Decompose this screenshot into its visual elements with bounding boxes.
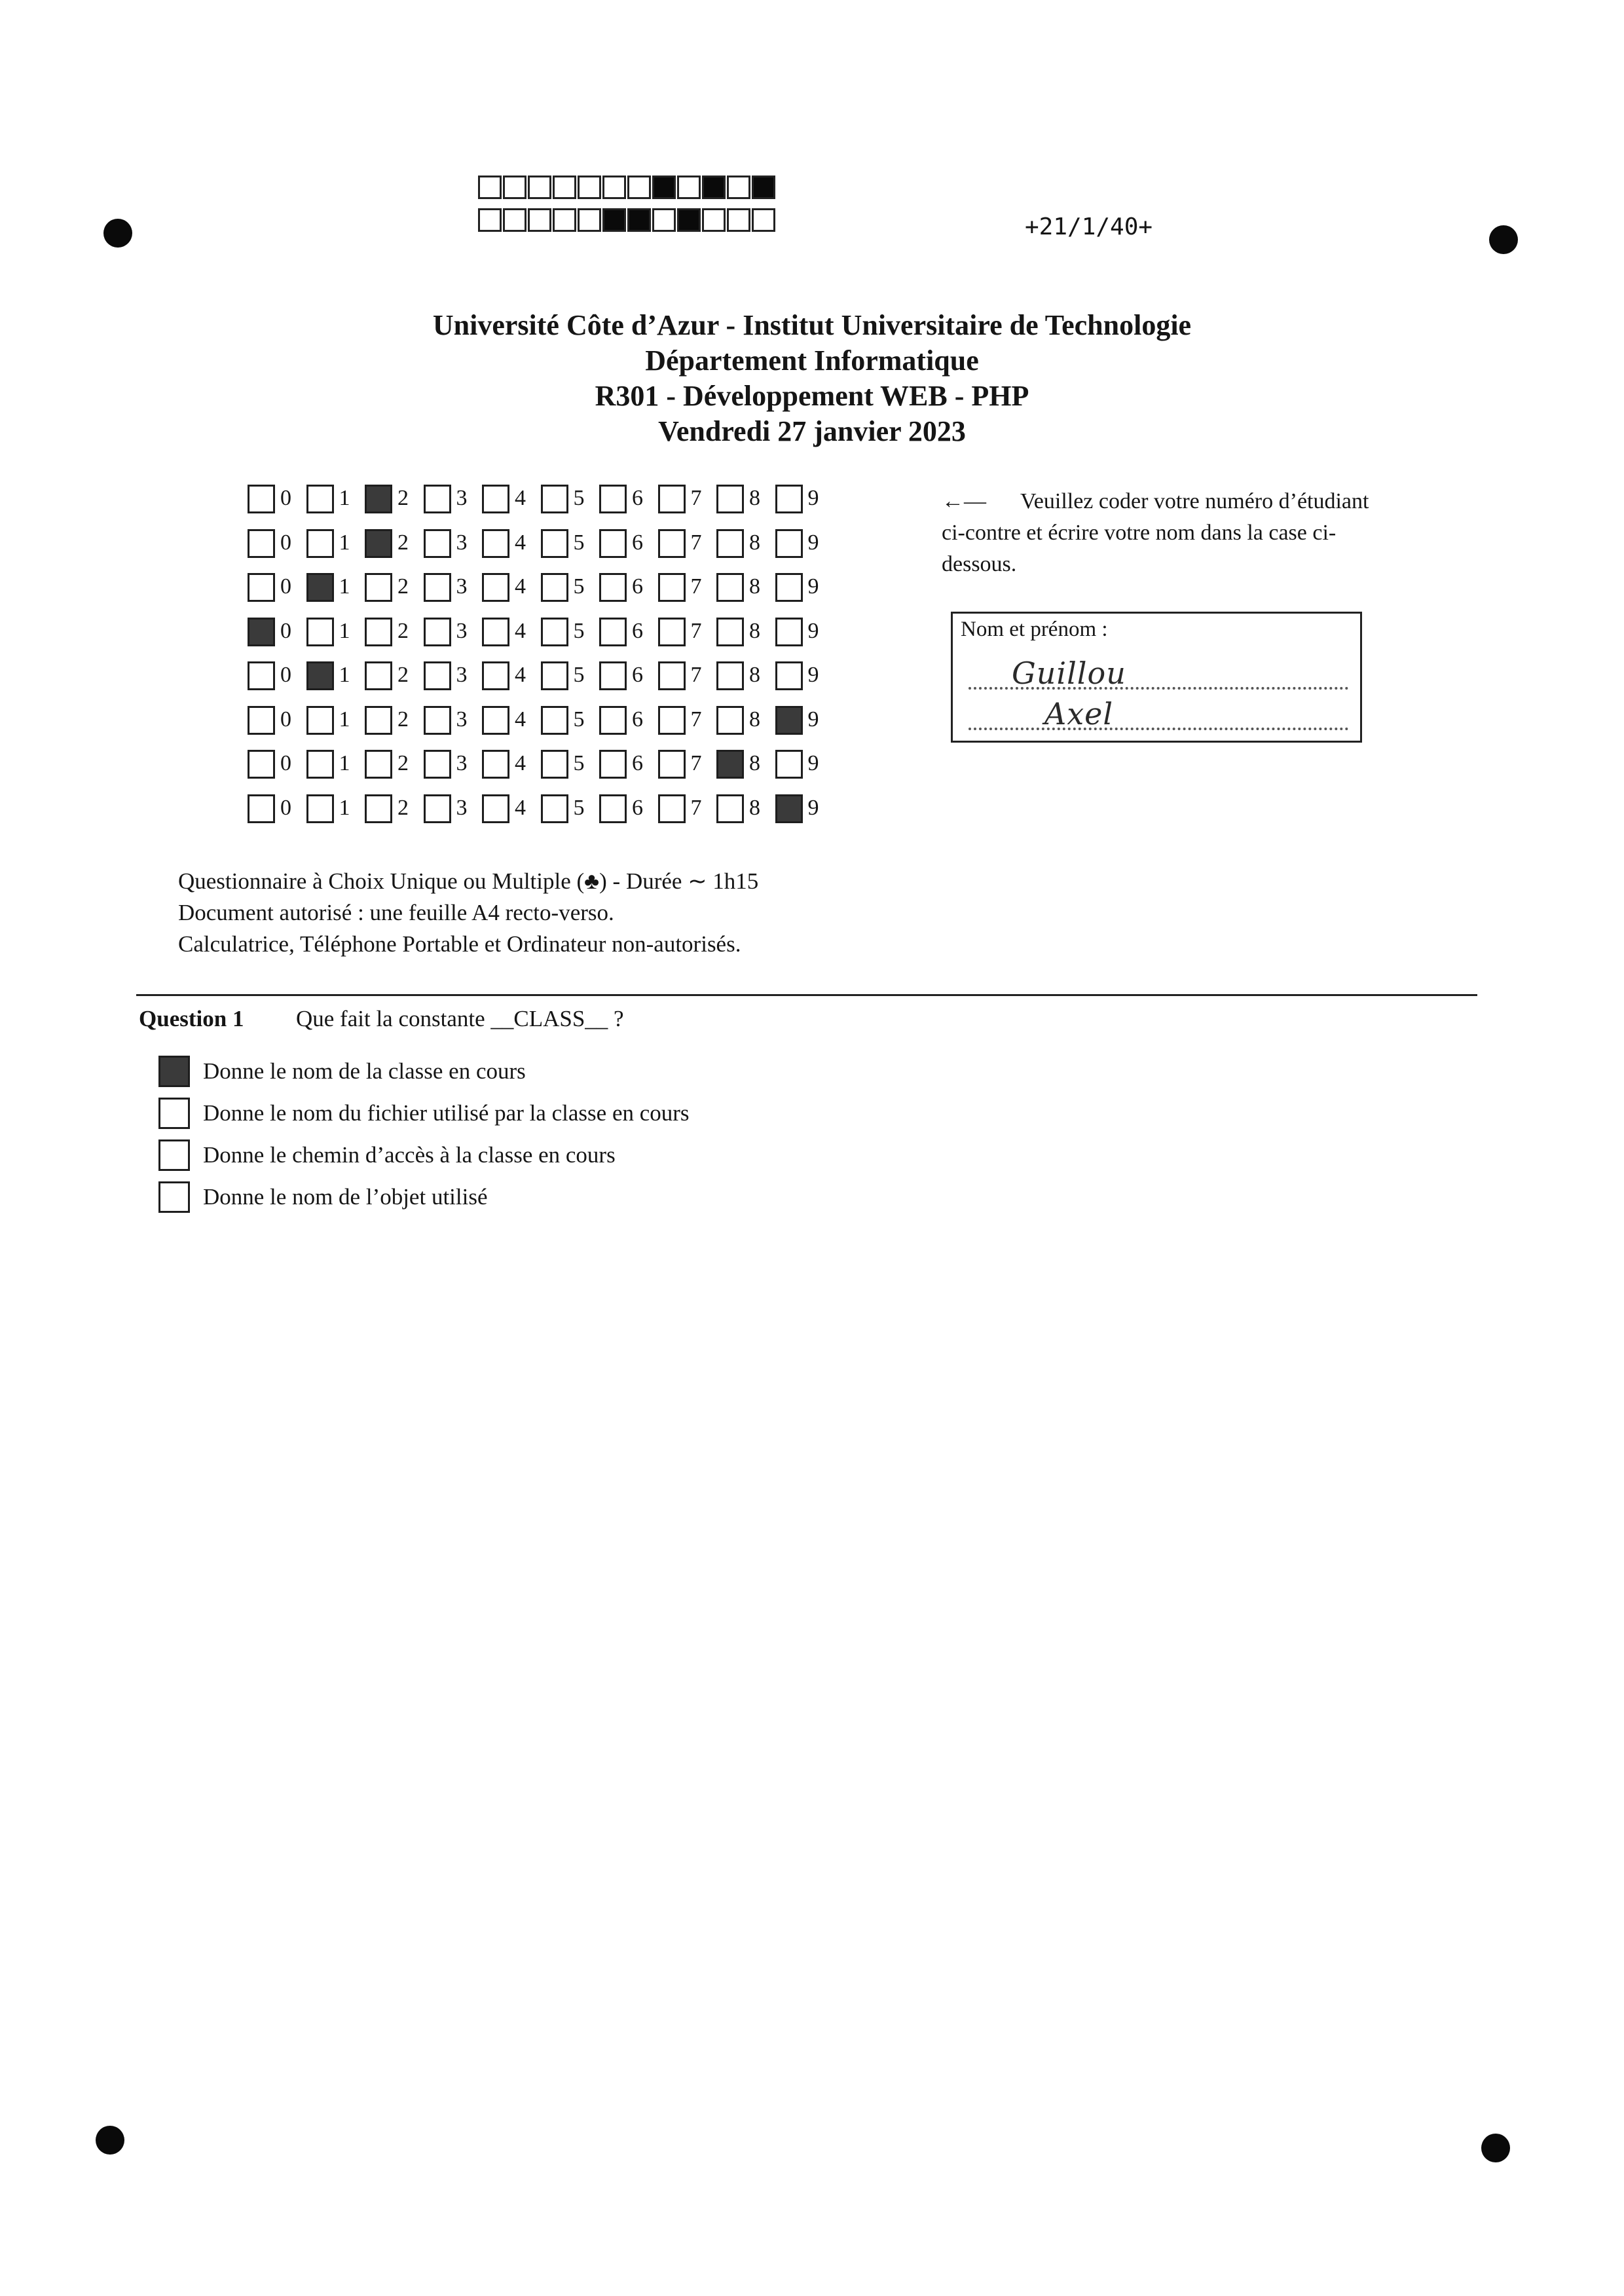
student-id-digit: 6 bbox=[632, 574, 643, 599]
handwritten-first-name: Axel bbox=[1044, 696, 1114, 731]
student-id-digit: 2 bbox=[397, 618, 409, 643]
student-id-bubble[interactable] bbox=[716, 749, 775, 781]
student-id-digit: 2 bbox=[397, 574, 409, 599]
question-number: Question 1 bbox=[139, 1006, 244, 1031]
student-id-bubble[interactable] bbox=[658, 793, 717, 826]
student-id-bubble[interactable] bbox=[248, 528, 306, 561]
student-id-bubble[interactable] bbox=[306, 705, 365, 737]
student-id-digit: 4 bbox=[515, 486, 526, 510]
header-university: Université Côte d’Azur - Institut Universitaire de Technologie bbox=[432, 309, 1192, 341]
student-id-bubble[interactable] bbox=[482, 660, 541, 693]
student-id-digit: 2 bbox=[397, 707, 409, 731]
answer-checkbox-3[interactable] bbox=[158, 1139, 190, 1171]
student-id-checkbox[interactable] bbox=[424, 794, 451, 823]
student-id-bubble[interactable] bbox=[658, 616, 717, 649]
student-id-digit: 9 bbox=[807, 663, 819, 687]
student-id-bubble[interactable] bbox=[775, 616, 834, 649]
student-id-digit: 3 bbox=[456, 618, 468, 643]
barcode-cell bbox=[677, 208, 701, 232]
student-id-checkbox[interactable] bbox=[658, 794, 686, 823]
student-id-digit: 7 bbox=[690, 618, 702, 643]
exam-info-devices: Calculatrice, Téléphone Portable et Ordinateur non-autorisés. bbox=[178, 931, 741, 957]
student-id-checkbox[interactable] bbox=[541, 573, 568, 602]
student-id-bubble[interactable] bbox=[482, 749, 541, 781]
student-id-checkbox[interactable] bbox=[716, 529, 744, 558]
student-id-bubble[interactable] bbox=[482, 616, 541, 649]
name-box-label: Nom et prénom : bbox=[961, 618, 1108, 641]
student-id-checkbox[interactable] bbox=[365, 661, 392, 690]
barcode-cell bbox=[553, 176, 576, 199]
student-id-bubble[interactable] bbox=[424, 572, 483, 604]
student-id-digit: 6 bbox=[632, 751, 643, 775]
student-id-digit: 1 bbox=[339, 486, 350, 510]
student-id-checkbox[interactable] bbox=[599, 750, 627, 779]
question-text: Que fait la constante __CLASS__ ? bbox=[296, 1006, 624, 1031]
student-id-bubble[interactable] bbox=[482, 572, 541, 604]
student-id-checkbox[interactable] bbox=[775, 529, 803, 558]
student-id-digit: 8 bbox=[749, 530, 760, 555]
student-id-bubble[interactable] bbox=[365, 528, 424, 561]
answer-text-2: Donne le nom du fichier utilisé par la classe en cours bbox=[203, 1100, 690, 1126]
student-id-bubble[interactable] bbox=[716, 528, 775, 561]
student-id-bubble[interactable] bbox=[599, 793, 658, 826]
student-id-digit: 3 bbox=[456, 707, 468, 731]
student-id-bubble[interactable] bbox=[365, 572, 424, 604]
student-id-checkbox[interactable] bbox=[716, 794, 744, 823]
student-id-digit: 8 bbox=[749, 663, 760, 687]
student-id-checkbox[interactable] bbox=[541, 706, 568, 735]
student-id-checkbox[interactable] bbox=[658, 573, 686, 602]
student-id-digit: 5 bbox=[573, 530, 585, 555]
exam-info-format: Questionnaire à Choix Unique ou Multiple (♣) - Durée ∼ 1h15 bbox=[178, 868, 759, 894]
student-id-bubble[interactable] bbox=[716, 483, 775, 516]
student-id-checkbox[interactable] bbox=[716, 750, 744, 779]
barcode-cell bbox=[727, 176, 750, 199]
answer-checkbox-4[interactable] bbox=[158, 1181, 190, 1213]
exam-info bbox=[178, 866, 758, 960]
student-id-checkbox[interactable] bbox=[482, 706, 509, 735]
student-id-bubble[interactable] bbox=[541, 528, 600, 561]
student-id-checkbox[interactable] bbox=[248, 529, 275, 558]
barcode-cell bbox=[602, 176, 626, 199]
student-id-checkbox[interactable] bbox=[306, 794, 334, 823]
student-id-digit: 1 bbox=[339, 618, 350, 643]
barcode-cell bbox=[752, 208, 775, 232]
student-id-digit: 9 bbox=[807, 618, 819, 643]
student-id-checkbox[interactable] bbox=[248, 485, 275, 513]
student-id-bubble[interactable] bbox=[658, 705, 717, 737]
student-id-bubble[interactable] bbox=[248, 616, 306, 649]
left-arrow-icon: ←— bbox=[942, 489, 986, 513]
handwritten-last-name: Guillou bbox=[1012, 656, 1126, 691]
student-id-checkbox[interactable] bbox=[775, 750, 803, 779]
student-id-bubble[interactable] bbox=[658, 572, 717, 604]
student-id-checkbox[interactable] bbox=[306, 750, 334, 779]
student-id-digit: 2 bbox=[397, 486, 409, 510]
student-id-checkbox[interactable] bbox=[775, 573, 803, 602]
student-id-digit: 2 bbox=[397, 530, 409, 555]
student-id-bubble[interactable] bbox=[306, 572, 365, 604]
student-id-checkbox[interactable] bbox=[716, 661, 744, 690]
student-id-bubble[interactable] bbox=[716, 705, 775, 737]
separator-rule bbox=[136, 994, 1477, 996]
student-id-checkbox[interactable] bbox=[306, 706, 334, 735]
answer-checkbox-1[interactable] bbox=[158, 1056, 190, 1087]
student-id-bubble[interactable] bbox=[365, 705, 424, 737]
student-id-checkbox[interactable] bbox=[658, 750, 686, 779]
registration-mark-bottom-left bbox=[96, 2126, 124, 2155]
student-id-bubble[interactable] bbox=[541, 749, 600, 781]
student-id-checkbox[interactable] bbox=[365, 529, 392, 558]
student-id-digit: 6 bbox=[632, 486, 643, 510]
student-id-digit: 4 bbox=[515, 751, 526, 775]
student-id-digit: 5 bbox=[573, 486, 585, 510]
student-id-checkbox[interactable] bbox=[599, 618, 627, 646]
barcode-cell bbox=[652, 208, 676, 232]
student-id-checkbox[interactable] bbox=[599, 661, 627, 690]
barcode-cell bbox=[652, 176, 676, 199]
student-id-digit: 3 bbox=[456, 530, 468, 555]
student-id-checkbox[interactable] bbox=[482, 794, 509, 823]
id-instructions bbox=[942, 486, 1374, 580]
student-id-checkbox[interactable] bbox=[248, 706, 275, 735]
student-id-bubble[interactable] bbox=[658, 660, 717, 693]
student-id-checkbox[interactable] bbox=[248, 573, 275, 602]
student-id-digit: 4 bbox=[515, 707, 526, 731]
question-1 bbox=[139, 1006, 624, 1032]
student-id-checkbox[interactable] bbox=[658, 661, 686, 690]
student-id-bubble[interactable] bbox=[716, 572, 775, 604]
student-id-bubble[interactable] bbox=[306, 660, 365, 693]
student-id-bubble[interactable] bbox=[424, 660, 483, 693]
student-id-bubble[interactable] bbox=[775, 793, 834, 826]
student-id-digit: 1 bbox=[339, 795, 350, 820]
student-id-digit: 6 bbox=[632, 795, 643, 820]
student-id-checkbox[interactable] bbox=[541, 750, 568, 779]
student-id-digit: 4 bbox=[515, 574, 526, 599]
student-id-bubble[interactable] bbox=[658, 483, 717, 516]
exam-info-documents: Document autorisé : une feuille A4 recto-verso. bbox=[178, 900, 614, 925]
student-id-checkbox[interactable] bbox=[541, 485, 568, 513]
student-id-checkbox[interactable] bbox=[599, 706, 627, 735]
student-id-digit: 6 bbox=[632, 530, 643, 555]
barcode-cell bbox=[553, 208, 576, 232]
student-id-bubble[interactable] bbox=[248, 705, 306, 737]
barcode-cell bbox=[627, 208, 651, 232]
barcode-cell bbox=[677, 176, 701, 199]
barcode-cell bbox=[528, 208, 551, 232]
student-id-digit: 7 bbox=[690, 530, 702, 555]
student-id-checkbox[interactable] bbox=[775, 794, 803, 823]
student-id-bubble[interactable] bbox=[365, 660, 424, 693]
student-id-checkbox[interactable] bbox=[775, 661, 803, 690]
student-id-bubble[interactable] bbox=[775, 572, 834, 604]
student-id-digit: 5 bbox=[573, 795, 585, 820]
student-id-checkbox[interactable] bbox=[424, 529, 451, 558]
student-id-digit: 3 bbox=[456, 795, 468, 820]
student-id-bubble[interactable] bbox=[365, 483, 424, 516]
student-id-checkbox[interactable] bbox=[365, 750, 392, 779]
student-id-digit: 7 bbox=[690, 751, 702, 775]
student-id-checkbox[interactable] bbox=[541, 618, 568, 646]
student-id-digit: 2 bbox=[397, 795, 409, 820]
student-id-bubble[interactable] bbox=[424, 616, 483, 649]
student-id-checkbox[interactable] bbox=[599, 485, 627, 513]
student-id-checkbox[interactable] bbox=[482, 485, 509, 513]
student-id-bubble[interactable] bbox=[658, 749, 717, 781]
barcode-cell bbox=[528, 176, 551, 199]
student-id-digit: 7 bbox=[690, 795, 702, 820]
student-id-digit: 9 bbox=[807, 530, 819, 555]
student-id-checkbox[interactable] bbox=[482, 618, 509, 646]
student-id-checkbox[interactable] bbox=[716, 618, 744, 646]
student-id-digit: 5 bbox=[573, 707, 585, 731]
student-id-checkbox[interactable] bbox=[658, 485, 686, 513]
barcode-cell bbox=[503, 176, 526, 199]
student-id-digit: 8 bbox=[749, 486, 760, 510]
student-id-digit: 7 bbox=[690, 707, 702, 731]
registration-mark-top-right bbox=[1489, 225, 1518, 254]
student-id-bubble[interactable] bbox=[541, 483, 600, 516]
student-id-bubble[interactable] bbox=[248, 572, 306, 604]
student-id-bubble[interactable] bbox=[599, 483, 658, 516]
page-code: +21/1/40+ bbox=[1025, 213, 1153, 240]
student-id-checkbox[interactable] bbox=[541, 529, 568, 558]
student-id-bubble[interactable] bbox=[365, 749, 424, 781]
student-id-digit: 2 bbox=[397, 663, 409, 687]
student-id-bubble[interactable] bbox=[775, 705, 834, 737]
barcode-cell bbox=[752, 176, 775, 199]
student-id-checkbox[interactable] bbox=[716, 485, 744, 513]
student-id-digit: 9 bbox=[807, 707, 819, 731]
answer-text-3: Donne le chemin d’accès à la classe en cours bbox=[203, 1142, 616, 1168]
student-id-checkbox[interactable] bbox=[248, 618, 275, 646]
student-id-checkbox[interactable] bbox=[541, 794, 568, 823]
student-id-digit: 6 bbox=[632, 663, 643, 687]
student-id-digit: 8 bbox=[749, 618, 760, 643]
student-id-bubble[interactable] bbox=[482, 483, 541, 516]
barcode-cell bbox=[478, 208, 502, 232]
student-id-checkbox[interactable] bbox=[248, 750, 275, 779]
student-id-digit: 9 bbox=[807, 751, 819, 775]
student-id-digit: 4 bbox=[515, 530, 526, 555]
student-id-bubble[interactable] bbox=[541, 660, 600, 693]
student-id-checkbox[interactable] bbox=[482, 529, 509, 558]
registration-mark-bottom-right bbox=[1481, 2134, 1510, 2162]
student-id-checkbox[interactable] bbox=[306, 618, 334, 646]
exam-header bbox=[0, 308, 1624, 449]
barcode-cell bbox=[578, 208, 601, 232]
student-id-digit: 1 bbox=[339, 663, 350, 687]
student-id-digit: 1 bbox=[339, 574, 350, 599]
student-id-bubble[interactable] bbox=[775, 483, 834, 516]
student-id-digit: 5 bbox=[573, 574, 585, 599]
student-id-bubble[interactable] bbox=[365, 793, 424, 826]
student-id-bubble[interactable] bbox=[424, 705, 483, 737]
student-id-digit: 4 bbox=[515, 663, 526, 687]
student-id-bubble[interactable] bbox=[599, 705, 658, 737]
student-id-digit: 0 bbox=[280, 795, 291, 820]
student-id-checkbox[interactable] bbox=[775, 706, 803, 735]
student-id-bubble[interactable] bbox=[541, 572, 600, 604]
barcode-cell bbox=[503, 208, 526, 232]
student-id-checkbox[interactable] bbox=[424, 485, 451, 513]
barcode-cell bbox=[602, 208, 626, 232]
student-id-checkbox[interactable] bbox=[424, 618, 451, 646]
student-id-checkbox[interactable] bbox=[775, 485, 803, 513]
barcode-cell bbox=[627, 176, 651, 199]
student-id-digit: 1 bbox=[339, 707, 350, 731]
student-id-digit: 8 bbox=[749, 707, 760, 731]
student-id-digit: 3 bbox=[456, 751, 468, 775]
student-id-bubble[interactable] bbox=[424, 793, 483, 826]
answer-text-1: Donne le nom de la classe en cours bbox=[203, 1058, 526, 1084]
student-id-digit: 5 bbox=[573, 663, 585, 687]
barcode-cell bbox=[702, 208, 726, 232]
student-id-digit: 0 bbox=[280, 530, 291, 555]
student-id-bubble[interactable] bbox=[306, 793, 365, 826]
student-id-digit: 9 bbox=[807, 486, 819, 510]
student-id-digit: 0 bbox=[280, 663, 291, 687]
student-id-bubble[interactable] bbox=[306, 749, 365, 781]
student-id-digit: 2 bbox=[397, 751, 409, 775]
student-id-checkbox[interactable] bbox=[424, 750, 451, 779]
instructions-text: Veuillez coder votre numéro d’étudiant ci-contre et écrire votre nom dans la case ci-dessous. bbox=[942, 489, 1369, 576]
student-id-checkbox[interactable] bbox=[482, 661, 509, 690]
student-id-checkbox[interactable] bbox=[424, 661, 451, 690]
student-id-checkbox[interactable] bbox=[716, 573, 744, 602]
student-id-checkbox[interactable] bbox=[482, 750, 509, 779]
student-id-bubble[interactable] bbox=[424, 749, 483, 781]
student-id-digit: 0 bbox=[280, 707, 291, 731]
header-department: Département Informatique bbox=[645, 344, 979, 377]
student-id-bubble[interactable] bbox=[482, 528, 541, 561]
student-id-digit: 0 bbox=[280, 751, 291, 775]
student-id-digit: 9 bbox=[807, 574, 819, 599]
student-id-checkbox[interactable] bbox=[716, 706, 744, 735]
student-id-bubble[interactable] bbox=[424, 528, 483, 561]
student-id-bubble[interactable] bbox=[775, 528, 834, 561]
student-id-checkbox[interactable] bbox=[599, 573, 627, 602]
registration-mark-top-left bbox=[103, 219, 132, 248]
student-id-bubble[interactable] bbox=[248, 660, 306, 693]
student-id-checkbox[interactable] bbox=[658, 706, 686, 735]
student-id-bubble[interactable] bbox=[482, 705, 541, 737]
student-id-checkbox[interactable] bbox=[248, 794, 275, 823]
student-id-checkbox[interactable] bbox=[248, 661, 275, 690]
student-id-bubble[interactable] bbox=[716, 616, 775, 649]
student-id-digit: 8 bbox=[749, 751, 760, 775]
student-id-bubble[interactable] bbox=[599, 572, 658, 604]
student-id-digit: 6 bbox=[632, 618, 643, 643]
student-id-checkbox[interactable] bbox=[306, 573, 334, 602]
student-id-digit: 3 bbox=[456, 486, 468, 510]
student-id-digit: 5 bbox=[573, 618, 585, 643]
student-id-digit: 0 bbox=[280, 618, 291, 643]
header-date: Vendredi 27 janvier 2023 bbox=[658, 415, 966, 447]
student-id-checkbox[interactable] bbox=[306, 661, 334, 690]
student-id-bubble[interactable] bbox=[306, 483, 365, 516]
student-id-checkbox[interactable] bbox=[424, 573, 451, 602]
student-id-bubble[interactable] bbox=[424, 483, 483, 516]
student-id-digit: 4 bbox=[515, 795, 526, 820]
student-id-bubble[interactable] bbox=[658, 528, 717, 561]
student-id-checkbox[interactable] bbox=[365, 706, 392, 735]
student-id-checkbox[interactable] bbox=[482, 573, 509, 602]
student-id-bubble[interactable] bbox=[775, 749, 834, 781]
student-id-bubble[interactable] bbox=[599, 616, 658, 649]
student-id-digit: 9 bbox=[807, 795, 819, 820]
student-id-digit: 3 bbox=[456, 663, 468, 687]
student-id-checkbox[interactable] bbox=[365, 485, 392, 513]
barcode-cell bbox=[578, 176, 601, 199]
student-id-digit: 4 bbox=[515, 618, 526, 643]
student-id-bubble[interactable] bbox=[365, 616, 424, 649]
student-id-digit: 6 bbox=[632, 707, 643, 731]
student-id-bubble[interactable] bbox=[716, 660, 775, 693]
student-id-checkbox[interactable] bbox=[599, 529, 627, 558]
student-id-bubble[interactable] bbox=[599, 660, 658, 693]
student-id-digit: 8 bbox=[749, 574, 760, 599]
student-id-checkbox[interactable] bbox=[365, 794, 392, 823]
student-id-digit: 7 bbox=[690, 574, 702, 599]
student-id-bubble[interactable] bbox=[306, 528, 365, 561]
student-id-digit: 7 bbox=[690, 663, 702, 687]
student-id-checkbox[interactable] bbox=[424, 706, 451, 735]
student-id-bubble[interactable] bbox=[248, 483, 306, 516]
barcode-cell bbox=[727, 208, 750, 232]
student-id-bubble[interactable] bbox=[599, 749, 658, 781]
student-id-bubble[interactable] bbox=[716, 793, 775, 826]
student-id-bubble[interactable] bbox=[599, 528, 658, 561]
student-id-digit: 3 bbox=[456, 574, 468, 599]
answer-checkbox-2[interactable] bbox=[158, 1098, 190, 1129]
student-id-digit: 5 bbox=[573, 751, 585, 775]
student-id-bubble[interactable] bbox=[482, 793, 541, 826]
name-box[interactable] bbox=[951, 612, 1362, 743]
student-id-bubble[interactable] bbox=[248, 793, 306, 826]
student-id-digit: 1 bbox=[339, 530, 350, 555]
student-id-digit: 7 bbox=[690, 486, 702, 510]
barcode-cell bbox=[478, 176, 502, 199]
student-id-bubble[interactable] bbox=[541, 616, 600, 649]
student-id-bubble[interactable] bbox=[541, 793, 600, 826]
student-id-bubble[interactable] bbox=[248, 749, 306, 781]
answer-text-4: Donne le nom de l’objet utilisé bbox=[203, 1184, 488, 1210]
student-id-checkbox[interactable] bbox=[599, 794, 627, 823]
student-id-checkbox[interactable] bbox=[306, 485, 334, 513]
student-id-checkbox[interactable] bbox=[658, 618, 686, 646]
barcode-cell bbox=[702, 176, 726, 199]
student-id-checkbox[interactable] bbox=[658, 529, 686, 558]
name-line-2 bbox=[969, 725, 1348, 730]
student-id-digit: 0 bbox=[280, 486, 291, 510]
student-id-digit: 1 bbox=[339, 751, 350, 775]
student-id-checkbox[interactable] bbox=[775, 618, 803, 646]
student-id-checkbox[interactable] bbox=[365, 573, 392, 602]
header-course: R301 - Développement WEB - PHP bbox=[595, 380, 1029, 412]
student-id-bubble[interactable] bbox=[775, 660, 834, 693]
student-id-checkbox[interactable] bbox=[541, 661, 568, 690]
student-id-checkbox[interactable] bbox=[306, 529, 334, 558]
student-id-digit: 0 bbox=[280, 574, 291, 599]
student-id-bubble[interactable] bbox=[306, 616, 365, 649]
student-id-checkbox[interactable] bbox=[365, 618, 392, 646]
student-id-digit: 8 bbox=[749, 795, 760, 820]
student-id-bubble[interactable] bbox=[541, 705, 600, 737]
